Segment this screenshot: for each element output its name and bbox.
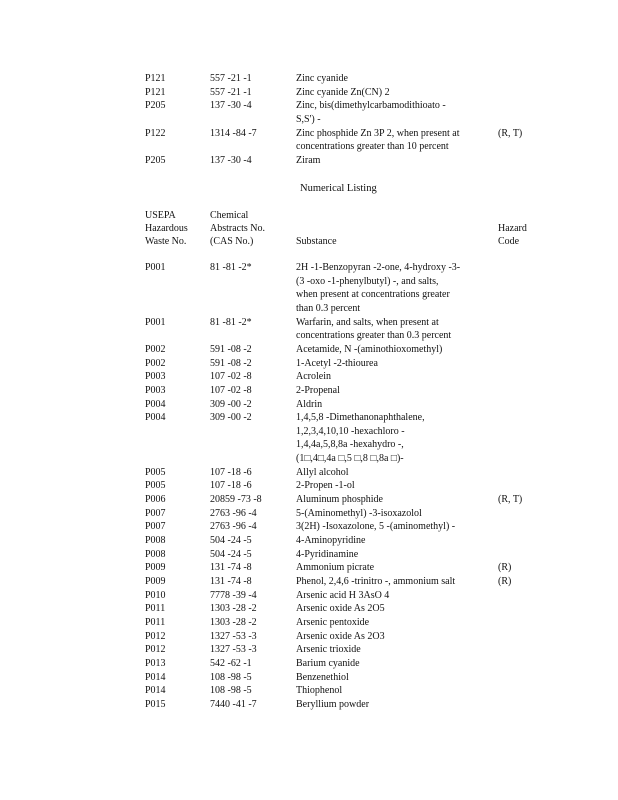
- substance-line: Thiophenol: [296, 685, 343, 697]
- header-line: Abstracts No.: [210, 223, 265, 234]
- cas-number: 1303 -28 -2: [210, 603, 257, 615]
- table-row: [0, 100, 618, 127]
- table-row: [0, 631, 618, 645]
- cas-number: 1314 -84 -7: [210, 127, 257, 139]
- substance-line: Ziram: [296, 155, 321, 167]
- substance-line: Warfarin, and salts, when present at: [296, 316, 439, 328]
- substance-line: 1,2,3,4,10,10 -hexachloro -: [296, 425, 405, 437]
- substance-line: Zinc, bis(dimethylcarbamodithioato -: [296, 100, 446, 112]
- substance-line: 1,4,5,8 -Dimethanonaphthalene,: [296, 412, 425, 424]
- substance-line: Barium cyanide: [296, 657, 360, 669]
- substance: [296, 617, 369, 631]
- substance-line: 1,4,4a,5,8,8a -hexahydro -,: [296, 439, 404, 451]
- substance-line: when present at concentrations greater: [296, 289, 450, 301]
- table-row: [0, 644, 618, 658]
- table-row: [0, 399, 618, 413]
- hazard-code: (R): [498, 575, 512, 587]
- waste-number: P001: [145, 262, 166, 273]
- table-row: [0, 521, 618, 535]
- substance-line: Arsenic trioxide: [296, 644, 361, 656]
- cas-number: 137 -30 -4: [210, 100, 252, 112]
- cas-number: 591 -08 -2: [210, 343, 252, 355]
- substance: [296, 155, 320, 169]
- table-row: [0, 535, 618, 549]
- substance: [296, 672, 349, 686]
- substance: [296, 128, 460, 155]
- substance-line: Aldrin: [296, 398, 323, 410]
- header-line: Chemical: [210, 210, 249, 221]
- cas-number: 131 -74 -8: [210, 575, 252, 587]
- cas-number: 557 -21 -1: [210, 86, 252, 98]
- cas-number: 557 -21 -1: [210, 73, 252, 84]
- table-row: [0, 590, 618, 604]
- hazard-code: (R): [498, 562, 512, 574]
- waste-number: P005: [145, 480, 166, 492]
- table-row: [0, 658, 618, 672]
- substance: [296, 480, 355, 494]
- substance-line: Acetamide, N -(aminothioxomethyl): [296, 343, 443, 355]
- substance: [296, 385, 340, 399]
- substance: [296, 631, 385, 645]
- substance-line: Allyl alcohol: [296, 466, 349, 478]
- substance-line: Zinc cyanide: [296, 73, 348, 84]
- substance-line: Benzenethiol: [296, 671, 349, 683]
- substance: [296, 262, 460, 317]
- substance-line: Arsenic oxide As 2O5: [296, 603, 385, 615]
- substance: [296, 412, 425, 467]
- substance: [296, 644, 361, 658]
- header-waste-no: [145, 209, 188, 248]
- waste-number: P006: [145, 494, 166, 506]
- waste-number: P014: [145, 685, 166, 697]
- waste-number: P121: [145, 86, 166, 98]
- substance: [296, 344, 442, 358]
- cas-number: 137 -30 -4: [210, 155, 252, 167]
- cas-number: 1327 -53 -3: [210, 644, 257, 656]
- cas-number: 108 -98 -5: [210, 685, 252, 697]
- waste-number: P008: [145, 535, 166, 546]
- substance-line: Arsenic acid H 3AsO 4: [296, 589, 390, 601]
- substance: [296, 467, 349, 481]
- header-substance: Substance: [296, 236, 337, 247]
- waste-number: P013: [145, 657, 166, 669]
- table-row: [0, 87, 618, 101]
- substance: [296, 603, 385, 617]
- waste-number: P002: [145, 357, 166, 369]
- substance-line: 1-Acetyl -2-thiourea: [296, 357, 378, 369]
- header-line: Hazard: [498, 223, 527, 234]
- cas-number: 107 -18 -6: [210, 480, 252, 492]
- cas-number: 1303 -28 -2: [210, 616, 257, 628]
- section-title: Numerical Listing: [300, 183, 377, 194]
- substance: [296, 685, 342, 699]
- cas-number: 107 -02 -8: [210, 384, 252, 396]
- substance-line: Arsenic oxide As 2O3: [296, 630, 385, 642]
- cas-number: 7778 -39 -4: [210, 589, 257, 601]
- header-cas-no: [210, 209, 265, 248]
- substance-line: (3 -oxo -1-phenylbutyl) -, and salts,: [296, 275, 439, 287]
- substance: [296, 658, 360, 672]
- substance-line: Arsenic pentoxide: [296, 616, 370, 628]
- waste-number: P004: [145, 412, 166, 424]
- hazard-code: (R, T): [498, 127, 523, 139]
- substance-line: 2-Propenal: [296, 384, 340, 396]
- substance: [296, 699, 369, 713]
- substance: [296, 549, 358, 563]
- substance-line: Aluminum phosphide: [296, 494, 383, 506]
- table-row: [0, 371, 618, 385]
- substance-line: 2H -1-Benzopyran -2-one, 4-hydroxy -3-: [296, 262, 461, 273]
- table-row: [0, 508, 618, 522]
- cas-number: 542 -62 -1: [210, 657, 252, 669]
- header-hazard-code: [498, 222, 527, 248]
- substance: [296, 590, 389, 604]
- waste-number: P014: [145, 671, 166, 683]
- substance: [296, 535, 365, 549]
- cas-number: 131 -74 -8: [210, 562, 252, 574]
- substance-line: than 0.3 percent: [296, 302, 361, 314]
- substance-line: Zinc cyanide Zn(CN) 2: [296, 86, 390, 98]
- table-row: [0, 562, 618, 576]
- substance-line: (1□,4□,4a □,5 □,8 □,8a □)-: [296, 453, 404, 465]
- waste-number: P004: [145, 398, 166, 410]
- substance: [296, 399, 322, 413]
- substance-line: 2-Propen -1-ol: [296, 480, 355, 492]
- cas-number: 107 -18 -6: [210, 466, 252, 478]
- substance-line: concentrations greater than 0.3 percent: [296, 330, 452, 342]
- substance: [296, 358, 378, 372]
- substance-line: Acrolein: [296, 371, 331, 383]
- waste-number: P012: [145, 644, 166, 656]
- substance: [296, 317, 451, 344]
- table-row: [0, 617, 618, 631]
- table-row: [0, 317, 618, 344]
- substance-line: 5-(Aminomethyl) -3-isoxazolol: [296, 507, 422, 519]
- substance: [296, 73, 348, 87]
- table-row: [0, 155, 618, 169]
- substance: [296, 87, 390, 101]
- waste-number: P008: [145, 548, 166, 560]
- waste-number: P009: [145, 575, 166, 587]
- table-row: [0, 385, 618, 399]
- waste-number: P122: [145, 127, 166, 139]
- table-row: [0, 603, 618, 617]
- table-row: [0, 576, 618, 590]
- waste-number: P015: [145, 698, 166, 710]
- cas-number: 1327 -53 -3: [210, 630, 257, 642]
- table-row: [0, 549, 618, 563]
- cas-number: 2763 -96 -4: [210, 521, 257, 533]
- cas-number: 108 -98 -5: [210, 671, 252, 683]
- waste-number: P205: [145, 155, 166, 167]
- waste-number: P121: [145, 73, 166, 84]
- cas-number: 2763 -96 -4: [210, 507, 257, 519]
- waste-number: P002: [145, 343, 166, 355]
- table-row: [0, 262, 618, 317]
- substance: [296, 494, 383, 508]
- substance-line: Beryllium powder: [296, 698, 370, 710]
- substance: [296, 508, 422, 522]
- table-row: [0, 494, 618, 508]
- waste-number: P005: [145, 466, 166, 478]
- waste-number: P007: [145, 507, 166, 519]
- waste-number: P001: [145, 316, 166, 328]
- cas-number: 504 -24 -5: [210, 535, 252, 546]
- substance: [296, 562, 374, 576]
- table-row: [0, 128, 618, 155]
- cas-number: 20859 -73 -8: [210, 494, 262, 506]
- table-row: [0, 672, 618, 686]
- cas-number: 591 -08 -2: [210, 357, 252, 369]
- cas-number: 7440 -41 -7: [210, 698, 257, 710]
- substance-line: S,S') -: [296, 114, 321, 126]
- waste-number: P009: [145, 562, 166, 574]
- cas-number: 81 -81 -2*: [210, 316, 252, 328]
- waste-number: P003: [145, 371, 166, 383]
- table-row: [0, 480, 618, 494]
- substance-line: Phenol, 2,4,6 -trinitro -, ammonium salt: [296, 575, 456, 587]
- cas-number: 504 -24 -5: [210, 548, 252, 560]
- table-row: [0, 358, 618, 372]
- header-line: Hazardous: [145, 223, 188, 234]
- substance-line: 4-Pyridinamine: [296, 548, 359, 560]
- substance-line: 4-Aminopyridine: [296, 535, 366, 546]
- waste-number: P003: [145, 384, 166, 396]
- substance-line: Ammonium picrate: [296, 562, 375, 574]
- waste-number: P012: [145, 630, 166, 642]
- header-line: Waste No.: [145, 236, 187, 247]
- cas-number: 81 -81 -2*: [210, 262, 252, 273]
- waste-number: P010: [145, 589, 166, 601]
- substance: [296, 576, 455, 590]
- waste-number: P205: [145, 100, 166, 112]
- substance-line: concentrations greater than 10 percent: [296, 141, 449, 153]
- waste-number: P011: [145, 603, 166, 615]
- waste-number: P007: [145, 521, 166, 533]
- table-row: [0, 699, 618, 713]
- waste-number: P011: [145, 616, 166, 628]
- cas-number: 309 -00 -2: [210, 412, 252, 424]
- substance: [296, 371, 331, 385]
- cas-number: 309 -00 -2: [210, 398, 252, 410]
- table-row: [0, 467, 618, 481]
- substance: [296, 521, 455, 535]
- substance: [296, 100, 446, 127]
- substance-line: 3(2H) -Isoxazolone, 5 -(aminomethyl) -: [296, 521, 456, 533]
- table-row: [0, 73, 618, 87]
- cas-number: 107 -02 -8: [210, 371, 252, 383]
- header-line: USEPA: [145, 210, 176, 221]
- table-row: [0, 685, 618, 699]
- header-line: (CAS No.): [210, 236, 254, 247]
- substance-line: Zinc phosphide Zn 3P 2, when present at: [296, 127, 460, 139]
- table-row: [0, 412, 618, 467]
- hazard-code: (R, T): [498, 494, 523, 506]
- header-line: Code: [498, 236, 520, 247]
- table-row: [0, 344, 618, 358]
